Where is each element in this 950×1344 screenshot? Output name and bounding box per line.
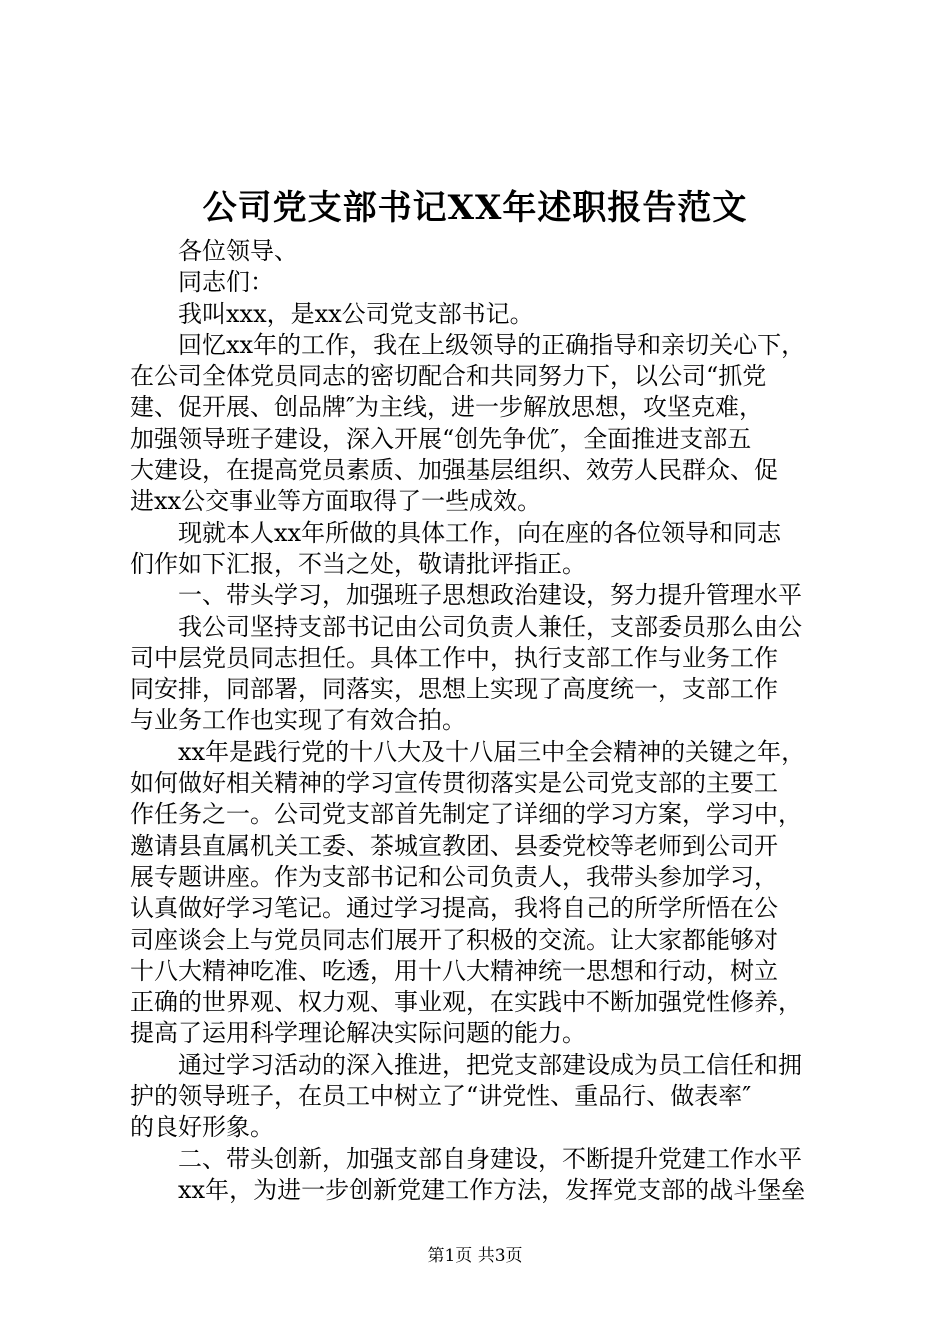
salutation-line: 各位领导、 <box>178 237 298 265</box>
paragraph-line: 在公司全体党员同志的密切配合和共同努力下，以公司“抓党 <box>130 362 767 391</box>
paragraph-line: 建、促开展、创品牌″为主线，进一步解放思想，攻坚克难， <box>130 393 763 422</box>
paragraph-line: 通过学习活动的深入推进，把党支部建设成为员工信任和拥 <box>178 1050 802 1079</box>
paragraph-line: 邀请县直属机关工委、茶城宣教团、县委党校等老师到公司开 <box>130 831 778 860</box>
paragraph-line: 司中层党员同志担任。具体工作中，执行支部工作与业务工作 <box>130 643 778 672</box>
paragraph-line: 与业务工作也实现了有效合拍。 <box>130 706 466 735</box>
section-heading: 一、带头学习，加强班子思想政治建设，努力提升管理水平 <box>178 581 802 610</box>
page-footer: 第1页 共3页 <box>427 1246 523 1266</box>
paragraph-line: xx年是践行党的十八大及十八届三中全会精神的关键之年， <box>178 737 806 766</box>
paragraph-line: 十八大精神吃准、吃透，用十八大精神统一思想和行动，树立 <box>130 956 778 985</box>
document-body <box>130 236 830 1206</box>
paragraph-line: 回忆xx年的工作，我在上级领导的正确指导和亲切关心下， <box>178 330 806 359</box>
paragraph-line: 展专题讲座。作为支部书记和公司负责人，我带头参加学习， <box>130 862 778 891</box>
paragraph-line: 我叫xxx，是xx公司党支部书记。 <box>178 299 534 328</box>
salutation-line: 同志们： <box>178 268 274 297</box>
paragraph-line: 认真做好学习笔记。通过学习提高，我将自己的所学所悟在公 <box>130 894 778 923</box>
paragraph-line: xx年，为进一步创新党建工作方法，发挥党支部的战斗堡垒 <box>178 1175 806 1204</box>
paragraph-line: 如何做好相关精神的学习宣传贯彻落实是公司党支部的主要工 <box>130 769 778 798</box>
paragraph-line: 护的领导班子，在员工中树立了“讲党性、重品行、做表率″ <box>130 1082 752 1111</box>
paragraph-line: 作任务之一。公司党支部首先制定了详细的学习方案，学习中， <box>130 800 802 829</box>
paragraph-line: 司座谈会上与党员同志们展开了积极的交流。让大家都能够对 <box>130 925 778 954</box>
paragraph-line: 们作如下汇报，不当之处，敬请批评指正。 <box>130 549 586 578</box>
section-heading: 二、带头创新，加强支部自身建设，不断提升党建工作水平 <box>178 1144 802 1173</box>
paragraph-line: 的良好形象。 <box>130 1113 274 1142</box>
paragraph-line: 大建设，在提高党员素质、加强基层组织、效劳人民群众、促 <box>130 456 778 485</box>
paragraph-line: 正确的世界观、权力观、事业观，在实践中不断加强党性修养， <box>130 988 802 1017</box>
paragraph-line: 提高了运用科学理论解决实际问题的能力。 <box>130 1019 586 1048</box>
paragraph-line: 我公司坚持支部书记由公司负责人兼任，支部委员那么由公 <box>178 612 802 641</box>
paragraph-line: 加强领导班子建设，深入开展“创先争优″，全面推进支部五 <box>130 424 752 453</box>
document-title: 公司党支部书记XX年述职报告范文 <box>202 188 748 228</box>
paragraph-line: 现就本人xx年所做的具体工作，向在座的各位领导和同志 <box>178 518 782 547</box>
paragraph-line: 同安排，同部署，同落实，思想上实现了高度统一，支部工作 <box>130 675 778 704</box>
paragraph-line: 进xx公交事业等方面取得了一些成效。 <box>130 487 542 516</box>
